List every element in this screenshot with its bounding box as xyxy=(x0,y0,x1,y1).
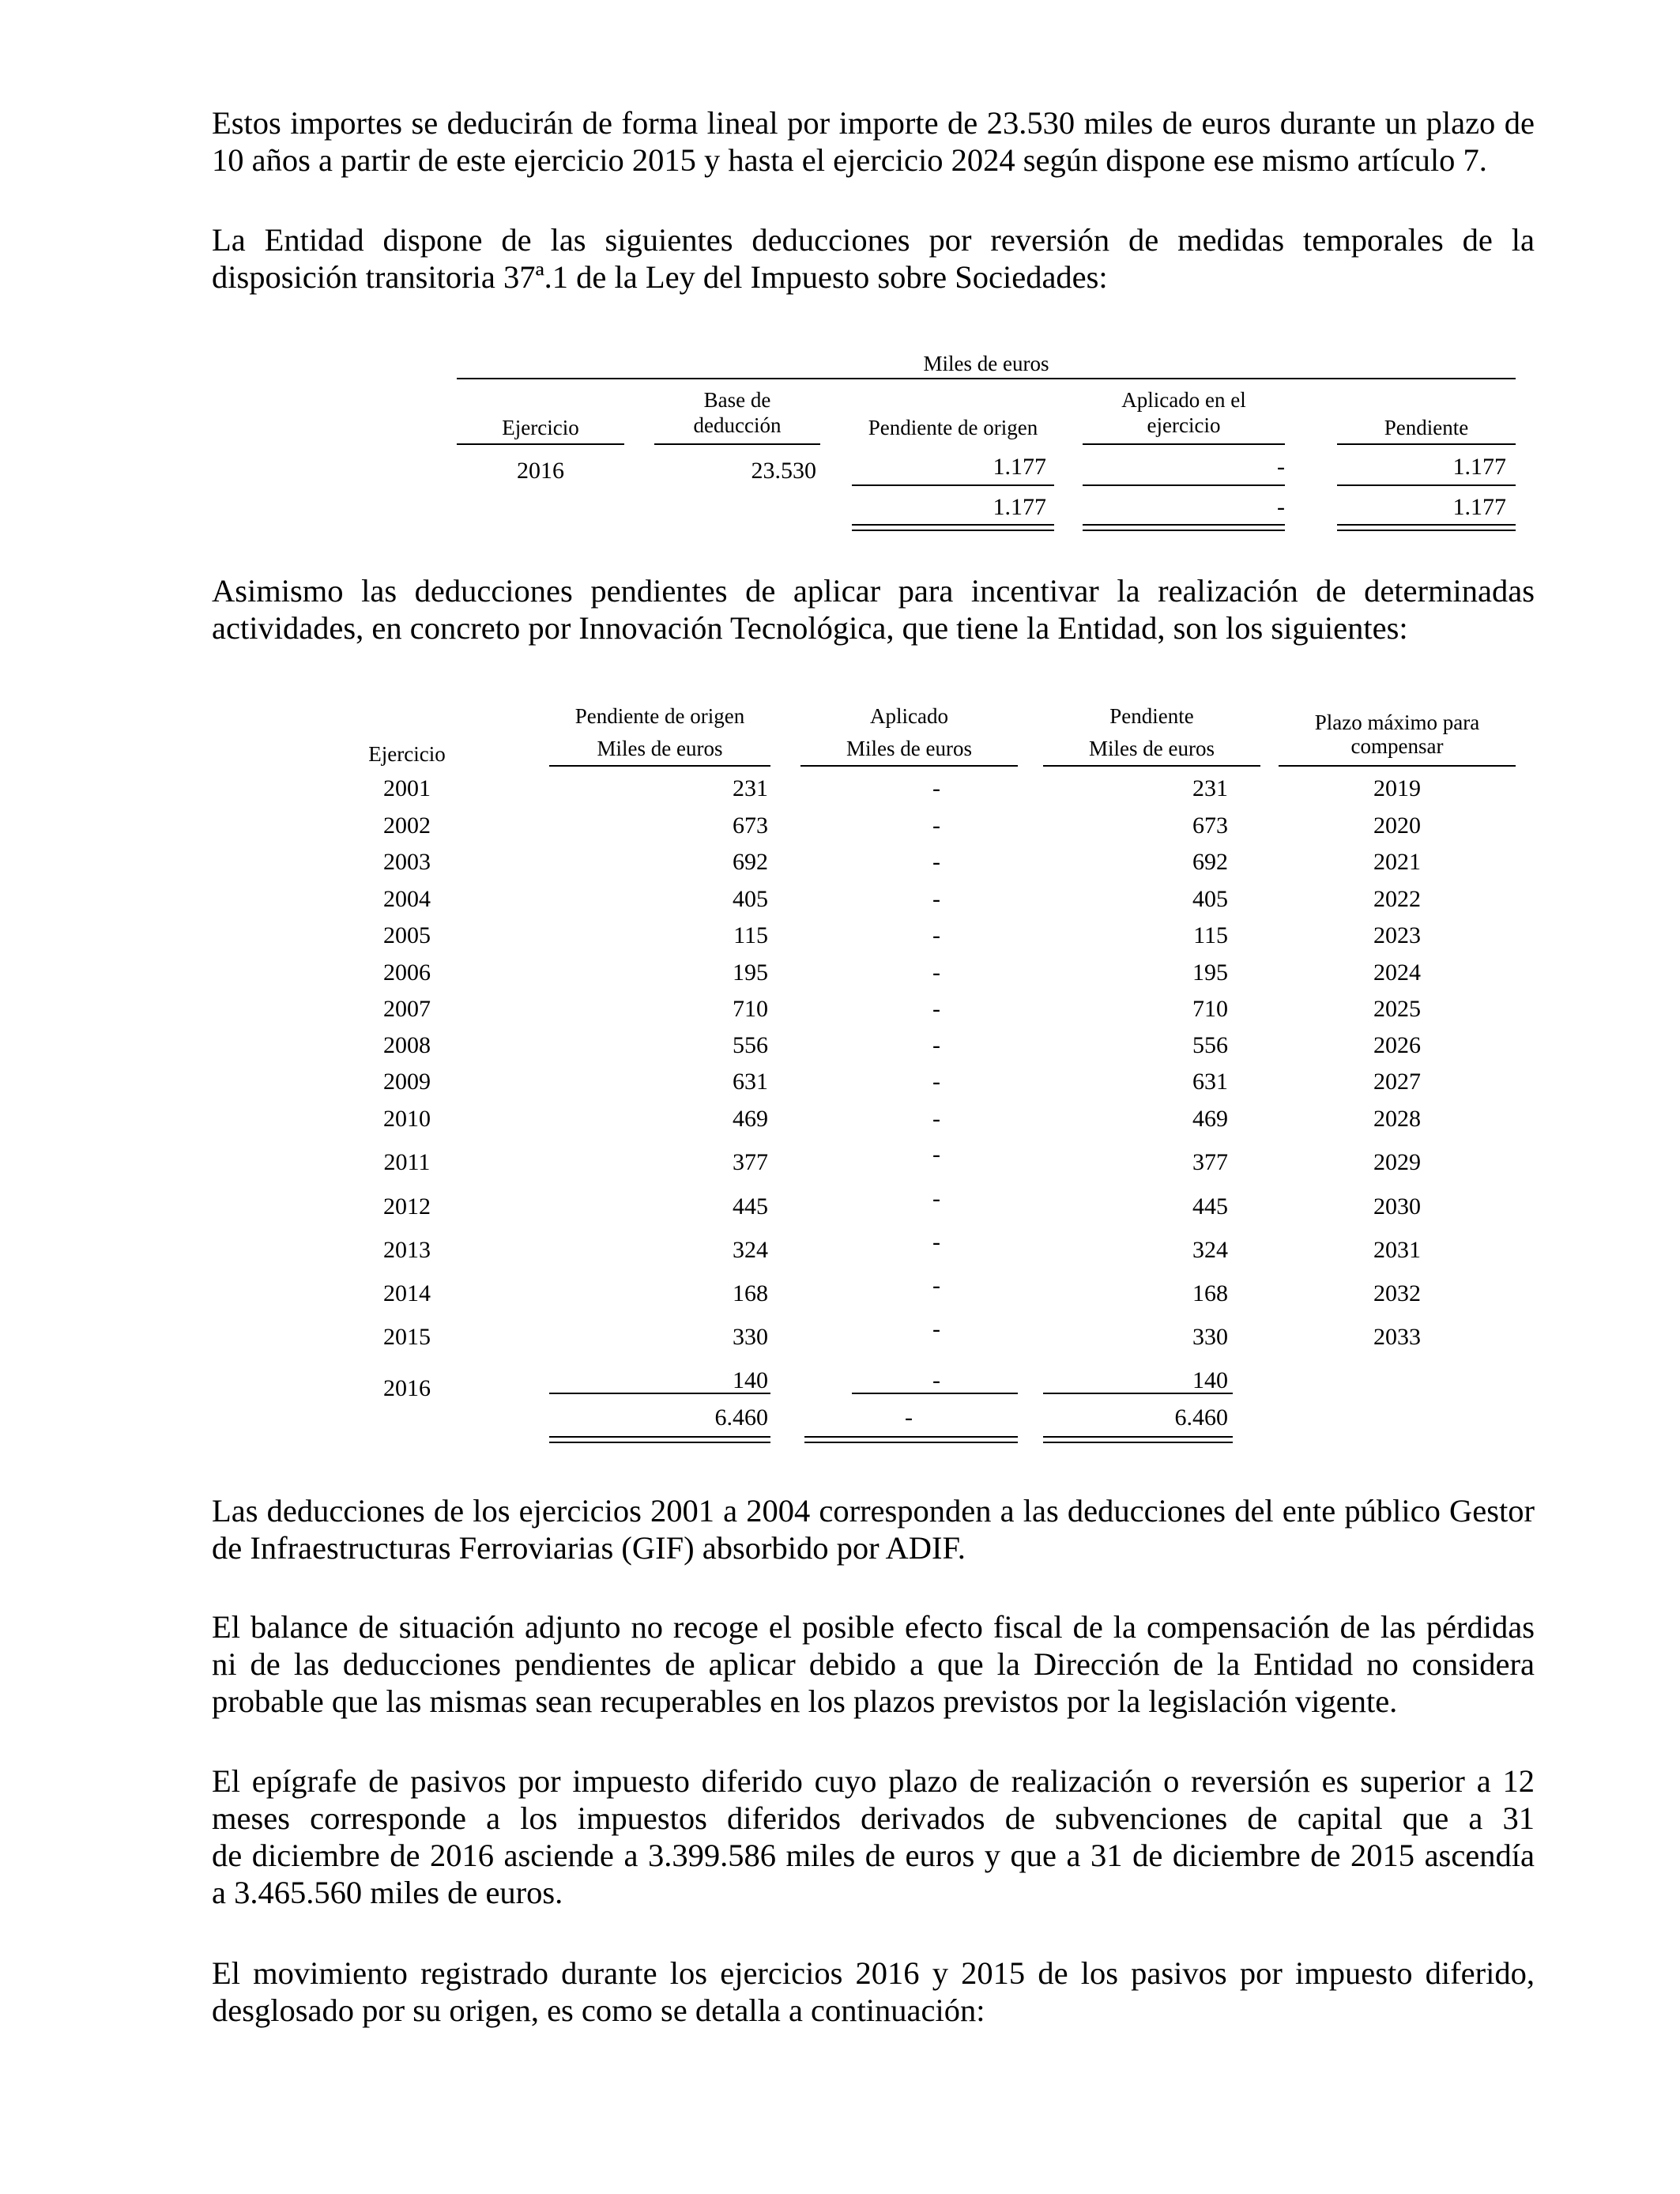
table2-cell-ejercicio: 2013 xyxy=(383,1237,431,1263)
paragraph-balance xyxy=(212,1608,1535,1720)
paragraph-line: probable que las mismas sean recuperables en los plazos previstos por la legislación vigente. xyxy=(212,1683,1398,1719)
table2-cell-pendiente: 631 xyxy=(1192,1069,1228,1095)
table1-top-rule xyxy=(457,378,1516,379)
table1-header-base: Base de deducción xyxy=(693,388,782,437)
table2-cell-origen: 377 xyxy=(733,1149,768,1175)
table2-cell-ejercicio: 2002 xyxy=(383,812,431,839)
table2-cell-aplicado: - xyxy=(932,996,940,1022)
table2-total-origen: 6.460 xyxy=(714,1404,768,1431)
table2-cell-aplicado: - xyxy=(932,1367,940,1393)
table2-cell-ejercicio: 2007 xyxy=(383,996,431,1022)
table1-header-aplicado: Aplicado en el ejercicio xyxy=(1121,388,1246,437)
table2-cell-pendiente: 195 xyxy=(1192,959,1228,986)
paragraph-line: Asimismo las deducciones pendientes de aplicar para incentivar la realización de determinadas xyxy=(212,573,1535,609)
table2-cell-pendiente: 673 xyxy=(1192,812,1228,839)
table1-cell-base: 23.530 xyxy=(751,458,816,484)
paragraph-line: disposición transitoria 37ª.1 de la Ley del Impuesto sobre Sociedades: xyxy=(212,259,1108,295)
paragraph-line: 10 años a partir de este ejercicio 2015 y hasta el ejercicio 2024 según dispone ese mismo artículo 7. xyxy=(212,142,1487,178)
paragraph-line: a 3.465.560 miles de euros. xyxy=(212,1875,563,1910)
table2-cell-pendiente: 405 xyxy=(1192,886,1228,912)
table2-cell-aplicado: - xyxy=(932,959,940,986)
paragraph-line: desglosado por su origen, es como se detalla a continuación: xyxy=(212,1992,985,2028)
table1-subtotal-rule xyxy=(1337,484,1516,486)
table1-total-pendiente-origen: 1.177 xyxy=(993,494,1046,520)
table2-cell-aplicado: - xyxy=(932,1032,940,1058)
table2-header-pendiente: Pendiente Miles de euros xyxy=(1089,704,1215,760)
table2-total-double-rule xyxy=(549,1436,770,1443)
table2-cell-aplicado: - xyxy=(932,1106,940,1132)
table1-cell-pendiente: 1.177 xyxy=(1452,454,1506,480)
table2-cell-ejercicio: 2004 xyxy=(383,886,431,912)
table2-cell-plazo: 2024 xyxy=(1373,959,1421,986)
table2-cell-pendiente: 445 xyxy=(1192,1193,1228,1220)
table1-subtotal-rule xyxy=(852,484,1054,486)
table2-cell-ejercicio: 2005 xyxy=(383,922,431,948)
table2-cell-aplicado: - xyxy=(932,1186,940,1212)
table1-total-double-rule xyxy=(852,524,1054,531)
table2-cell-ejercicio: 2011 xyxy=(383,1149,431,1175)
table2-header-rule xyxy=(800,765,1018,767)
table2-cell-plazo: 2029 xyxy=(1373,1149,1421,1175)
table2-cell-ejercicio: 2014 xyxy=(383,1280,431,1306)
table2-header-plazo: Plazo máximo para compensar xyxy=(1314,711,1480,758)
table2-cell-aplicado: - xyxy=(932,1229,940,1255)
table2-cell-aplicado: - xyxy=(932,922,940,948)
table2-cell-origen: 631 xyxy=(733,1069,768,1095)
paragraph-line: de diciembre de 2016 asciende a 3.399.586 miles de euros y que a 31 de diciembre de 2015 ascendía xyxy=(212,1838,1535,1873)
table2-cell-pendiente: 231 xyxy=(1192,775,1228,801)
table2-total-double-rule xyxy=(804,1436,1018,1443)
table2-cell-origen: 324 xyxy=(733,1237,768,1263)
table2-cell-plazo: 2033 xyxy=(1373,1324,1421,1350)
table1-subtotal-rule xyxy=(1083,484,1285,486)
table2-cell-pendiente: 324 xyxy=(1192,1237,1228,1263)
table2-cell-aplicado: - xyxy=(932,886,940,912)
paragraph-line: El balance de situación adjunto no recoge el posible efecto fiscal de la compensación de las pérdidas xyxy=(212,1609,1535,1645)
table2-header-rule xyxy=(1279,765,1516,767)
table1-header-rule xyxy=(457,443,624,445)
table2-cell-pendiente: 330 xyxy=(1192,1324,1228,1350)
table2-subtotal-rule xyxy=(549,1393,770,1394)
table1-cell-pendiente-origen: 1.177 xyxy=(993,454,1046,480)
paragraph-movimiento xyxy=(212,1955,1535,2029)
paragraph-line: de Infraestructuras Ferroviarias (GIF) absorbido por ADIF. xyxy=(212,1530,966,1566)
table2-cell-ejercicio: 2016 xyxy=(383,1375,431,1401)
paragraph-line: meses corresponde a los impuestos diferidos derivados de subvenciones de capital que a 31 xyxy=(212,1800,1535,1836)
paragraph-line: ni de las deducciones pendientes de aplicar debido a que la Dirección de la Entidad no considera xyxy=(212,1646,1535,1682)
table2-cell-plazo: 2020 xyxy=(1373,812,1421,839)
table2-cell-origen: 556 xyxy=(733,1032,768,1058)
table2-cell-pendiente: 556 xyxy=(1192,1032,1228,1058)
table2-cell-plazo: 2022 xyxy=(1373,886,1421,912)
table2-cell-aplicado: - xyxy=(932,849,940,875)
table2-cell-pendiente: 140 xyxy=(1192,1367,1228,1393)
table2-cell-plazo: 2031 xyxy=(1373,1237,1421,1263)
table2-cell-ejercicio: 2008 xyxy=(383,1032,431,1058)
paragraph-innovacion xyxy=(212,572,1535,647)
table1-total-aplicado: - xyxy=(1277,494,1285,520)
table1-header-rule xyxy=(1083,443,1285,445)
table2-total-pendiente: 6.460 xyxy=(1174,1404,1228,1431)
table2-cell-origen: 710 xyxy=(733,996,768,1022)
table2-cell-origen: 168 xyxy=(733,1280,768,1306)
table2-cell-origen: 469 xyxy=(733,1106,768,1132)
table2-cell-ejercicio: 2015 xyxy=(383,1324,431,1350)
table1-header-rule xyxy=(654,443,820,445)
table2-cell-origen: 445 xyxy=(733,1193,768,1220)
table1-total-double-rule xyxy=(1083,524,1285,531)
table2-header-rule xyxy=(549,765,770,767)
table2-cell-plazo: 2019 xyxy=(1373,775,1421,801)
table2-cell-origen: 231 xyxy=(733,775,768,801)
table2-cell-pendiente: 377 xyxy=(1192,1149,1228,1175)
paragraph-line: El epígrafe de pasivos por impuesto diferido cuyo plazo de realización o reversión es superior a 12 xyxy=(212,1763,1535,1799)
table2-cell-aplicado: - xyxy=(932,1316,940,1342)
table1-cell-aplicado: - xyxy=(1277,454,1285,480)
paragraph-line: El movimiento registrado durante los ejercicios 2016 y 2015 de los pasivos por impuesto diferido, xyxy=(212,1955,1535,1991)
table2-cell-plazo: 2027 xyxy=(1373,1069,1421,1095)
table2-cell-pendiente: 710 xyxy=(1192,996,1228,1022)
table2-cell-aplicado: - xyxy=(932,812,940,839)
table2-cell-ejercicio: 2012 xyxy=(383,1193,431,1220)
table2-cell-pendiente: 168 xyxy=(1192,1280,1228,1306)
paragraph-pasivos xyxy=(212,1762,1535,1911)
table1-total-double-rule xyxy=(1337,524,1516,531)
table2-subtotal-rule xyxy=(852,1393,1018,1394)
table2-cell-origen: 140 xyxy=(733,1367,768,1393)
table1-header-pendiente-origen: Pendiente de origen xyxy=(868,416,1038,439)
table2-header-rule xyxy=(1043,765,1260,767)
table2-cell-origen: 330 xyxy=(733,1324,768,1350)
table2-cell-aplicado: - xyxy=(932,1069,940,1095)
table2-cell-aplicado: - xyxy=(932,1272,940,1299)
table2-subtotal-rule xyxy=(1043,1393,1233,1394)
table2-cell-pendiente: 692 xyxy=(1192,849,1228,875)
paragraph-line: La Entidad dispone de las siguientes deducciones por reversión de medidas temporales de la xyxy=(212,222,1535,258)
paragraph-importes xyxy=(212,104,1535,179)
table1-header-ejercicio: Ejercicio xyxy=(502,416,579,439)
table2-cell-aplicado: - xyxy=(932,775,940,801)
paragraph-line: Estos importes se deducirán de forma lineal por importe de 23.530 miles de euros durante un plazo de xyxy=(212,105,1535,141)
table2-total-aplicado: - xyxy=(905,1404,913,1431)
table2-header-ejercicio: Ejercicio xyxy=(368,742,446,766)
paragraph-line: Las deducciones de los ejercicios 2001 a 2004 corresponden a las deducciones del ente público Gestor xyxy=(212,1493,1535,1529)
table2-total-double-rule xyxy=(1043,1436,1233,1443)
table1-header-pendiente: Pendiente xyxy=(1384,416,1469,439)
paragraph-line: actividades, en concreto por Innovación Tecnológica, que tiene la Entidad, son los siguientes: xyxy=(212,610,1408,646)
table2-cell-plazo: 2028 xyxy=(1373,1106,1421,1132)
table2-cell-ejercicio: 2006 xyxy=(383,959,431,986)
table2-cell-ejercicio: 2001 xyxy=(383,775,431,801)
table2-cell-origen: 115 xyxy=(733,922,768,948)
table2-cell-ejercicio: 2010 xyxy=(383,1106,431,1132)
table2-cell-pendiente: 469 xyxy=(1192,1106,1228,1132)
table2-header-pend-origen: Pendiente de origen Miles de euros xyxy=(574,704,745,760)
table1-total-pendiente: 1.177 xyxy=(1452,494,1506,520)
table1-header-rule xyxy=(1337,443,1516,445)
table2-cell-aplicado: - xyxy=(932,1141,940,1167)
table1-unit-header: Miles de euros xyxy=(923,352,1049,375)
table2-cell-origen: 673 xyxy=(733,812,768,839)
table2-cell-pendiente: 115 xyxy=(1193,922,1228,948)
table2-cell-plazo: 2021 xyxy=(1373,849,1421,875)
table2-cell-origen: 405 xyxy=(733,886,768,912)
table2-cell-ejercicio: 2009 xyxy=(383,1069,431,1095)
table2-cell-plazo: 2030 xyxy=(1373,1193,1421,1220)
paragraph-deducciones-reversion xyxy=(212,221,1535,296)
table2-cell-ejercicio: 2003 xyxy=(383,849,431,875)
table1-cell-ejercicio: 2016 xyxy=(517,458,564,484)
table2-cell-plazo: 2025 xyxy=(1373,996,1421,1022)
table2-cell-plazo: 2032 xyxy=(1373,1280,1421,1306)
paragraph-gif xyxy=(212,1492,1535,1566)
table2-header-aplicado: Aplicado Miles de euros xyxy=(846,704,972,760)
table2-cell-plazo: 2026 xyxy=(1373,1032,1421,1058)
table2-cell-origen: 692 xyxy=(733,849,768,875)
table2-cell-plazo: 2023 xyxy=(1373,922,1421,948)
table2-cell-origen: 195 xyxy=(733,959,768,986)
